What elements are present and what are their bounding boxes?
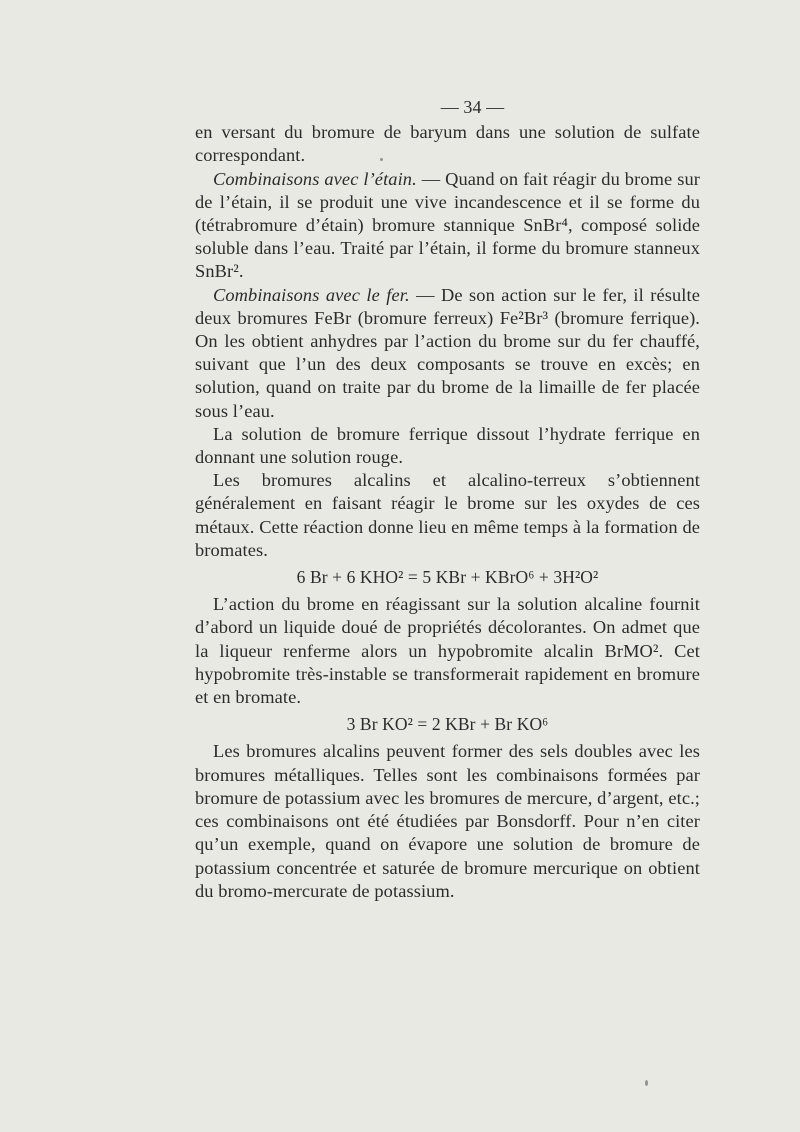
formula-bromates: 6 Br + 6 KHO² = 5 KBr + KBrO⁶ + 3H²O² [296, 567, 599, 588]
paragraph-continuation: en versant du bromure de baryum dans une solution de sulfate correspondant. [195, 122, 700, 166]
paragraph-etain-body: — Quand on fait réagir du brome sur de l’étain, il se produit une vive incandescence et il se forme du (tétrabromure d’étain) bromure stannique SnBr⁴, composé solide soluble dans l’eau. Traité par l’étain, il forme du bromure stanneux SnBr². [195, 168, 700, 282]
page-number: — 34 — [440, 97, 505, 117]
paragraph-alcalins: Les bromures alcalins et alcalino-terreux s’obtiennent généralement en faisant réagir le brome sur les oxydes de ces métaux. Cette réaction donne lieu en même temps à la formation de bromates. [195, 470, 700, 560]
section-heading-fer: Combinaisons avec le fer. [213, 284, 410, 305]
section-heading-etain: Combinaisons avec l’étain. [213, 168, 417, 189]
paragraph-hypobromite: L’action du brome en réagissant sur la solution alcaline fournit d’abord un liquide doué de propriétés décolorantes. On admet que la liqueur renferme alors un hypobromite alcalin BrMO². Cet hypobromite très-instable se transformerait rapidement en bromure et en bromate. [195, 594, 700, 708]
paragraph-fer [195, 284, 700, 423]
text-column [195, 96, 700, 903]
formula-hypobromite: 3 Br KO² = 2 KBr + Br KO⁶ [346, 714, 549, 735]
paragraph-etain [195, 168, 700, 284]
paragraph-ferrique: La solution de bromure ferrique dissout l’hydrate ferrique en donnant une solution rouge. [195, 423, 700, 468]
paragraph-fer-body: — De son action sur le fer, il résulte deux bromures FeBr (bromure ferreux) Fe²Br³ (bromure ferrique). On les obtient anhydres par l’action du brome sur du fer chauffé, suivant que l’un des deux composants se trouve en excès; en solution, quand on traite par du brome de la limaille de fer placée sous l’eau. [195, 284, 700, 421]
ink-speck [380, 158, 383, 161]
ink-speck [645, 1080, 648, 1086]
paragraph-sels-doubles: Les bromures alcalins peuvent former des sels doubles avec les bromures métalliques. Telles sont les combinaisons formées par bromure de potassium avec les bromures de mercure, d’argent, etc.; ces combinaisons ont été étudiées par Bonsdorff. Pour n’en citer qu’un exemple, quand on évapore une solution de bromure de potassium concentrée et saturée de bromure mercurique on obtient du bromo-mercurate de potassium. [195, 741, 700, 901]
